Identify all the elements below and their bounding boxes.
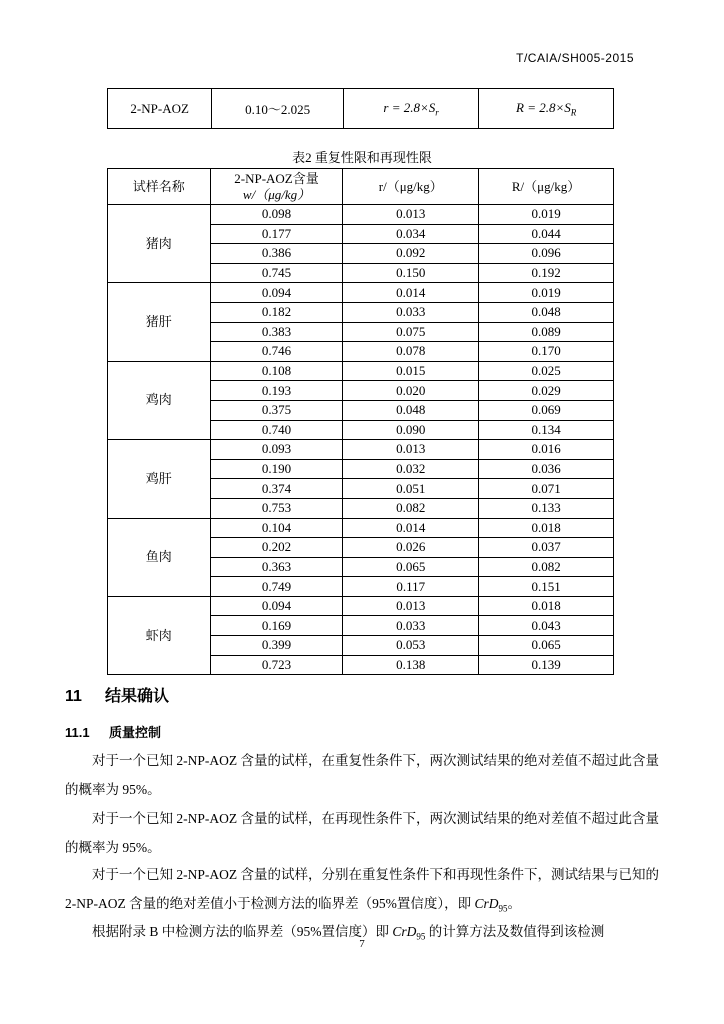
analyte-cell: 2-NP-AOZ [108, 89, 212, 129]
standard-code: T/CAIA/SH005-2015 [516, 51, 634, 65]
repeatability-cell: 0.013 [343, 596, 479, 616]
content-cell: 0.094 [210, 596, 343, 616]
reproducibility-cell: 0.018 [479, 518, 614, 538]
repeatability-cell: 0.078 [343, 342, 479, 362]
repeatability-cell: 0.075 [343, 322, 479, 342]
sample-name-cell: 虾肉 [108, 596, 211, 674]
reproducibility-cell: 0.082 [479, 557, 614, 577]
reproducibility-cell: 0.043 [479, 616, 614, 636]
repeatability-cell: 0.053 [343, 636, 479, 656]
reproducibility-cell: 0.071 [479, 479, 614, 499]
repeatability-cell: 0.032 [343, 459, 479, 479]
content-cell: 0.374 [210, 479, 343, 499]
content-cell: 0.193 [210, 381, 343, 401]
paragraph-critical-difference-text: 对于一个已知 2-NP-AOZ 含量的试样，分别在重复性条件下和再现性条件下，测试结果与已知的 2-NP-AOZ 含量的绝对差值小于检测方法的临界差（95%置信度），即 [65, 867, 659, 911]
sample-name-cell: 鸡肉 [108, 361, 211, 439]
reproducibility-cell: 0.048 [479, 302, 614, 322]
reproducibility-cell: 0.089 [479, 322, 614, 342]
content-cell: 0.104 [210, 518, 343, 538]
reproducibility-cell: 0.019 [479, 205, 614, 225]
paragraph-end: 。 [507, 896, 522, 911]
precision-table [107, 168, 614, 675]
content-cell: 0.745 [210, 263, 343, 283]
paragraph-repeatability: 对于一个已知 2-NP-AOZ 含量的试样，在重复性条件下，两次测试结果的绝对差值不超过此含量的概率为 95%。 [65, 753, 659, 797]
table-row [108, 283, 614, 303]
content-cell: 0.753 [210, 498, 343, 518]
sample-name-cell: 鸡肝 [108, 440, 211, 518]
repeatability-cell: 0.033 [343, 302, 479, 322]
content-cell: 0.386 [210, 244, 343, 264]
repeatability-cell: 0.092 [343, 244, 479, 264]
repeatability-cell: 0.138 [343, 655, 479, 675]
repeatability-cell: 0.048 [343, 400, 479, 420]
subsection-number: 11.1 [65, 725, 90, 740]
table-header-row [108, 169, 614, 205]
paragraph-appendix-b-end: 的计算方法及数值得到该检测 [425, 924, 605, 939]
reproducibility-cell: 0.036 [479, 459, 614, 479]
reproducibility-formula-subscript: R [570, 107, 577, 118]
table-row [108, 440, 614, 460]
content-cell: 0.190 [210, 459, 343, 479]
section-heading [65, 683, 169, 706]
reproducibility-cell: 0.025 [479, 361, 614, 381]
reproducibility-cell: 0.133 [479, 498, 614, 518]
reproducibility-cell: 0.151 [479, 577, 614, 597]
reproducibility-cell: 0.019 [479, 283, 614, 303]
content-cell: 0.746 [210, 342, 343, 362]
repeatability-cell: 0.051 [343, 479, 479, 499]
crd-symbol: CrD [474, 896, 499, 911]
table-row [108, 89, 614, 129]
content-cell: 0.182 [210, 302, 343, 322]
content-cell: 0.098 [210, 205, 343, 225]
crd-subscript: 95 [416, 931, 426, 942]
reproducibility-cell: 0.037 [479, 538, 614, 558]
reproducibility-cell: 0.016 [479, 440, 614, 460]
repeatability-cell: 0.020 [343, 381, 479, 401]
content-cell: 0.399 [210, 636, 343, 656]
repeatability-cell: 0.014 [343, 518, 479, 538]
section-number: 11 [65, 688, 82, 705]
header-sample: 试样名称 [108, 169, 211, 205]
subsection-title: 质量控制 [109, 725, 162, 740]
table-row [108, 518, 614, 538]
repeatability-cell: 0.090 [343, 420, 479, 440]
crd-subscript: 95 [498, 903, 508, 914]
paragraph-critical-difference [65, 860, 660, 924]
repeatability-cell: 0.015 [343, 361, 479, 381]
repeatability-cell: 0.150 [343, 263, 479, 283]
paragraph-reproducibility: 对于一个已知 2-NP-AOZ 含量的试样，在再现性条件下，两次测试结果的绝对差值不超过此含量的概率为 95%。 [65, 811, 659, 855]
reproducibility-cell: 0.029 [479, 381, 614, 401]
reproducibility-cell: 0.065 [479, 636, 614, 656]
sample-name-cell: 猪肝 [108, 283, 211, 361]
crd-symbol: CrD [392, 924, 417, 939]
repeatability-cell: 0.014 [343, 283, 479, 303]
content-cell: 0.375 [210, 400, 343, 420]
repeatability-cell: 0.033 [343, 616, 479, 636]
reproducibility-cell: 0.069 [479, 400, 614, 420]
range-cell: 0.10～2.025 [212, 89, 343, 129]
content-cell: 0.749 [210, 577, 343, 597]
reproducibility-cell: 0.096 [479, 244, 614, 264]
repeatability-cell: 0.034 [343, 224, 479, 244]
content-cell: 0.383 [210, 322, 343, 342]
table-caption: 表2 重复性限和再现性限 [292, 150, 432, 165]
table-body [108, 205, 614, 675]
content-cell: 0.202 [210, 538, 343, 558]
repeatability-formula: r = 2.8×S [383, 99, 436, 115]
content-cell: 0.093 [210, 440, 343, 460]
header-repeatability: r/（μg/kg） [343, 169, 479, 205]
table-row [108, 596, 614, 616]
repeatability-cell: 0.117 [343, 577, 479, 597]
repeatability-cell: 0.026 [343, 538, 479, 558]
paragraph-appendix-b-text: 根据附录 B 中检测方法的临界差（95%置信度）即 [92, 924, 393, 939]
table-row [108, 205, 614, 225]
content-cell: 0.363 [210, 557, 343, 577]
repeatability-formula-cell [343, 89, 479, 129]
content-cell: 0.169 [210, 616, 343, 636]
reproducibility-cell: 0.044 [479, 224, 614, 244]
repeatability-cell: 0.013 [343, 205, 479, 225]
content-cell: 0.723 [210, 655, 343, 675]
subsection-heading [65, 722, 161, 741]
header-content-line2: w/（μg/kg） [242, 186, 311, 202]
repeatability-cell: 0.082 [343, 498, 479, 518]
content-cell: 0.740 [210, 420, 343, 440]
reproducibility-cell: 0.018 [479, 596, 614, 616]
header-content [210, 169, 343, 205]
reproducibility-formula-cell [479, 89, 614, 129]
reproducibility-cell: 0.134 [479, 420, 614, 440]
header-reproducibility: R/（μg/kg） [479, 169, 614, 205]
content-cell: 0.094 [210, 283, 343, 303]
continued-table-row [107, 88, 614, 129]
table-row [108, 361, 614, 381]
reproducibility-cell: 0.170 [479, 342, 614, 362]
section-title: 结果确认 [105, 688, 170, 705]
reproducibility-cell: 0.192 [479, 263, 614, 283]
header-content-line1: 2-NP-AOZ含量 [234, 170, 319, 186]
sample-name-cell: 猪肉 [108, 205, 211, 283]
reproducibility-formula: R = 2.8×S [516, 99, 571, 115]
content-cell: 0.177 [210, 224, 343, 244]
repeatability-cell: 0.065 [343, 557, 479, 577]
repeatability-cell: 0.013 [343, 440, 479, 460]
content-cell: 0.108 [210, 361, 343, 381]
page-number: 7 [359, 938, 365, 950]
repeatability-formula-subscript: r [435, 107, 439, 118]
sample-name-cell: 鱼肉 [108, 518, 211, 596]
reproducibility-cell: 0.139 [479, 655, 614, 675]
